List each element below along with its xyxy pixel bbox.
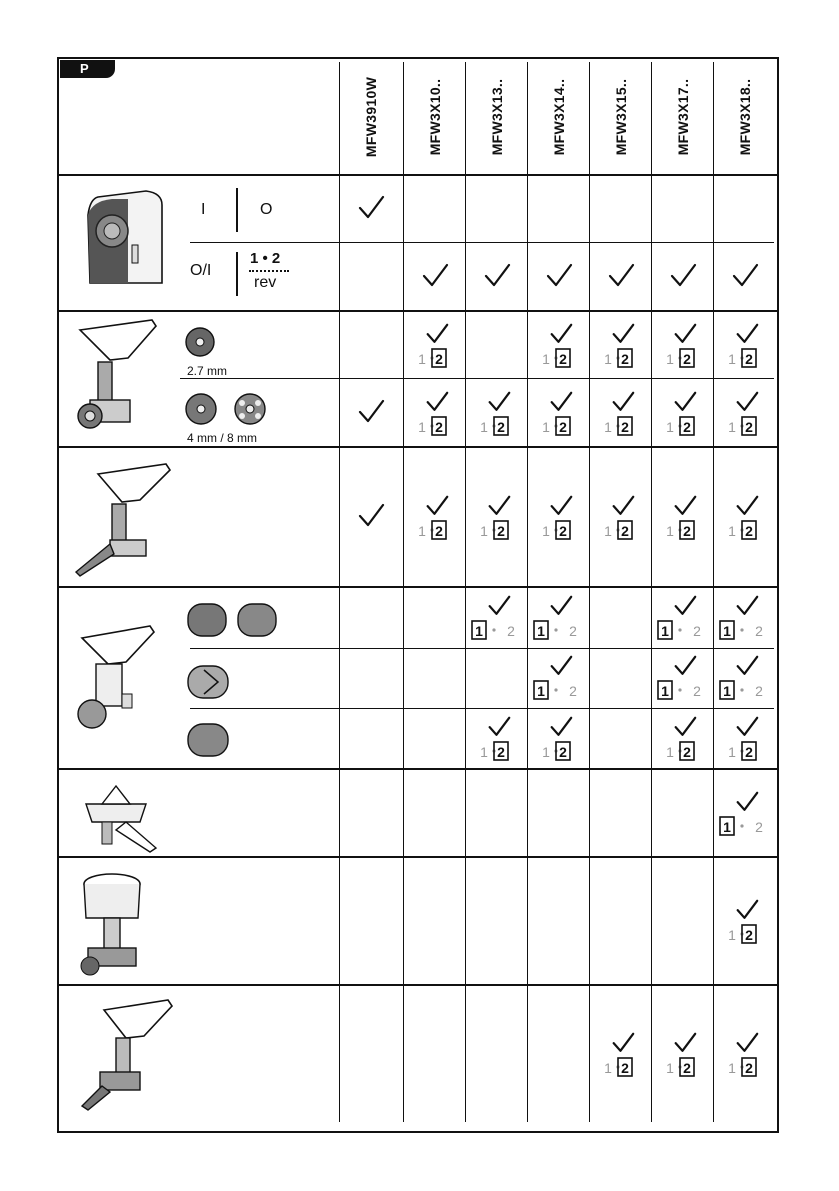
legend-plain-number: 1 [480, 419, 488, 435]
legend-plain-number: 1 [604, 1060, 612, 1076]
check-mark [548, 265, 571, 285]
legend-plain-number: 1 [728, 1060, 736, 1076]
compatibility-cell [528, 588, 590, 646]
model-header [340, 62, 402, 172]
disc-coarse-caption: 4 mm / 8 mm [187, 431, 258, 445]
check-mark [360, 505, 383, 525]
legend-dot [740, 628, 743, 631]
check-mark [614, 393, 634, 410]
cell-mark [340, 380, 402, 446]
compatibility-cell [652, 312, 714, 378]
legend-dot [740, 688, 743, 691]
check-mark [738, 325, 758, 342]
model-header-label: MFW3X13.. [489, 78, 505, 156]
legend-boxed-number: 1 [723, 623, 731, 639]
legend-boxed-number: 2 [559, 523, 567, 539]
check-mark [676, 325, 696, 342]
cell-mark [714, 986, 776, 1122]
legend-boxed-number: 2 [497, 419, 505, 435]
legend-plain-number: 1 [666, 1060, 674, 1076]
legend-plain-number: 2 [569, 623, 577, 639]
row-divider [190, 242, 774, 243]
compatibility-cell [714, 708, 776, 768]
cell-mark [404, 244, 466, 310]
check-mark [552, 718, 572, 735]
legend-plain-number: 1 [542, 523, 550, 539]
check-mark [486, 265, 509, 285]
cell-mark [714, 648, 776, 706]
compatibility-cell [590, 244, 652, 310]
berry-press-illustration [80, 870, 150, 980]
legend-plain-number: 2 [507, 623, 515, 639]
compatibility-cell [528, 708, 590, 768]
legend-boxed-number: 2 [745, 1060, 753, 1076]
check-mark [676, 718, 696, 735]
check-mark [552, 393, 572, 410]
compatibility-cell [714, 986, 776, 1122]
switch-onoff-symbol: O/I [190, 262, 212, 279]
compatibility-cell [528, 312, 590, 378]
model-header-label: MFW3X14.. [551, 78, 567, 156]
compatibility-cell [466, 244, 528, 310]
check-mark [738, 497, 758, 514]
cell-mark [652, 708, 714, 768]
legend-boxed-number: 2 [683, 419, 691, 435]
compatibility-cell [528, 380, 590, 446]
check-mark [738, 597, 758, 614]
check-mark [614, 325, 634, 342]
legend-plain-number: 1 [728, 744, 736, 760]
legend-plain-number: 2 [755, 819, 763, 835]
check-mark [424, 265, 447, 285]
legend-plain-number: 1 [604, 351, 612, 367]
legend-boxed-number: 1 [661, 623, 669, 639]
compatibility-cell [714, 588, 776, 646]
legend-plain-number: 1 [604, 419, 612, 435]
legend-boxed-number: 2 [621, 351, 629, 367]
cell-mark [714, 770, 776, 856]
compatibility-cell [466, 448, 528, 586]
compatibility-cell [714, 770, 776, 856]
model-header-label: MFW3X10.. [427, 78, 443, 156]
check-mark [360, 197, 383, 217]
check-mark [676, 657, 696, 674]
legend-plain-number: 1 [542, 351, 550, 367]
compatibility-cell [714, 448, 776, 586]
disc-fine-icon [184, 324, 216, 360]
legend-boxed-number: 2 [683, 523, 691, 539]
model-header [528, 62, 590, 172]
cell-mark [340, 448, 402, 586]
appliance-illustration [82, 185, 174, 291]
compatibility-cell [340, 176, 402, 242]
cell-mark [714, 588, 776, 646]
check-mark [428, 325, 448, 342]
check-mark [552, 497, 572, 514]
citrus-press-illustration [80, 782, 160, 854]
compatibility-cell [714, 380, 776, 446]
compatibility-cell [404, 312, 466, 378]
model-header-label: MFW3X18.. [737, 78, 753, 156]
model-header [466, 62, 528, 172]
cell-mark [714, 312, 776, 378]
compatibility-cell [404, 244, 466, 310]
cell-mark [404, 312, 466, 378]
cell-mark [714, 380, 776, 446]
check-mark [738, 1034, 758, 1051]
legend-boxed-number: 2 [435, 351, 443, 367]
check-mark [614, 497, 634, 514]
cell-mark [590, 380, 652, 446]
compatibility-cell [528, 448, 590, 586]
legend-plain-number: 1 [728, 523, 736, 539]
legend-plain-number: 1 [666, 419, 674, 435]
legend-plain-number: 2 [755, 623, 763, 639]
legend-dot [740, 824, 743, 827]
legend-boxed-number: 2 [621, 419, 629, 435]
cell-mark [652, 380, 714, 446]
model-header-label: MFW3910W [363, 76, 379, 158]
legend-plain-number: 1 [542, 419, 550, 435]
check-mark [738, 393, 758, 410]
cell-mark [528, 708, 590, 768]
cell-mark [404, 380, 466, 446]
legend-boxed-number: 1 [661, 683, 669, 699]
cell-mark [528, 312, 590, 378]
compatibility-cell [340, 380, 402, 446]
cell-mark [652, 448, 714, 586]
legend-dot [492, 628, 495, 631]
cell-mark [714, 244, 776, 310]
disc-coarse-icons [184, 391, 270, 427]
check-mark [672, 265, 695, 285]
cell-mark [714, 858, 776, 984]
legend-plain-number: 1 [542, 744, 550, 760]
cell-mark [590, 448, 652, 586]
compatibility-cell [528, 244, 590, 310]
legend-plain-number: 2 [569, 683, 577, 699]
model-header [590, 62, 652, 172]
cell-mark [466, 380, 528, 446]
check-mark [428, 393, 448, 410]
check-mark [738, 718, 758, 735]
legend-boxed-number: 2 [435, 419, 443, 435]
reverse-label: rev [254, 274, 277, 291]
switch-on-symbol: I [201, 201, 206, 218]
check-mark [490, 497, 510, 514]
cell-mark [590, 986, 652, 1122]
check-mark [614, 1034, 634, 1051]
compatibility-cell [590, 312, 652, 378]
cell-mark [466, 448, 528, 586]
legend-plain-number: 1 [418, 419, 426, 435]
cell-mark [528, 448, 590, 586]
compatibility-cell [652, 448, 714, 586]
cell-mark [652, 588, 714, 646]
legend-boxed-number: 2 [621, 1060, 629, 1076]
cell-mark [466, 588, 528, 646]
legend-plain-number: 1 [418, 523, 426, 539]
compatibility-cell [652, 648, 714, 706]
check-mark [552, 325, 572, 342]
compatibility-cell [652, 244, 714, 310]
legend-boxed-number: 2 [683, 744, 691, 760]
check-mark [552, 597, 572, 614]
cell-mark [590, 312, 652, 378]
shredding-drums-icons [184, 600, 280, 640]
legend-boxed-number: 2 [497, 744, 505, 760]
legend-boxed-number: 2 [435, 523, 443, 539]
compatibility-cell [714, 244, 776, 310]
legend-plain-number: 2 [755, 683, 763, 699]
check-mark [676, 497, 696, 514]
check-mark [738, 901, 758, 918]
compatibility-cell [466, 708, 528, 768]
cell-mark [590, 244, 652, 310]
legend-plain-number: 1 [728, 351, 736, 367]
model-header [714, 62, 776, 172]
legend-boxed-number: 2 [559, 744, 567, 760]
legend-plain-number: 1 [666, 351, 674, 367]
check-mark [552, 657, 572, 674]
drum-shredder-illustration [74, 606, 164, 736]
cell-mark [714, 448, 776, 586]
legend-boxed-number: 2 [559, 419, 567, 435]
check-mark [610, 265, 633, 285]
cell-mark [466, 244, 528, 310]
compatibility-cell [652, 986, 714, 1122]
compatibility-cell [590, 448, 652, 586]
cell-mark [652, 312, 714, 378]
legend-plain-number: 2 [693, 683, 701, 699]
check-mark [676, 597, 696, 614]
compatibility-cell [404, 380, 466, 446]
legend-boxed-number: 2 [745, 927, 753, 943]
cell-mark [340, 176, 402, 242]
cell-mark [404, 448, 466, 586]
legend-plain-number: 1 [480, 523, 488, 539]
cell-mark [528, 244, 590, 310]
legend-boxed-number: 1 [475, 623, 483, 639]
legend-boxed-number: 1 [537, 683, 545, 699]
legend-boxed-number: 2 [745, 351, 753, 367]
slicing-drum-icon [184, 662, 234, 702]
check-mark [734, 265, 757, 285]
speed-dotted-line [249, 270, 289, 272]
legend-boxed-number: 2 [621, 523, 629, 539]
switch-divider [236, 188, 238, 232]
mincer-illustration [76, 316, 160, 436]
compatibility-cell [652, 588, 714, 646]
model-header [404, 62, 466, 172]
cell-mark [528, 588, 590, 646]
legend-plain-number: 1 [728, 419, 736, 435]
model-header-label: MFW3X17.. [675, 78, 691, 156]
check-mark [676, 393, 696, 410]
cell-mark [528, 648, 590, 706]
speed-label: 1 • 2 [250, 250, 281, 267]
compatibility-cell [340, 448, 402, 586]
legend-plain-number: 1 [604, 523, 612, 539]
check-mark [738, 657, 758, 674]
legend-boxed-number: 2 [559, 351, 567, 367]
legend-dot [554, 688, 557, 691]
legend-plain-number: 1 [666, 523, 674, 539]
compatibility-cell [466, 588, 528, 646]
check-mark [490, 393, 510, 410]
compatibility-cell [714, 648, 776, 706]
compatibility-cell [652, 708, 714, 768]
cell-mark [714, 708, 776, 768]
group-divider [59, 768, 777, 770]
compatibility-cell [714, 312, 776, 378]
compatibility-cell [590, 380, 652, 446]
compatibility-cell [466, 380, 528, 446]
legend-boxed-number: 2 [745, 523, 753, 539]
legend-dot [554, 628, 557, 631]
legend-dot [678, 628, 681, 631]
legend-dot [678, 688, 681, 691]
legend-boxed-number: 2 [745, 419, 753, 435]
legend-plain-number: 1 [666, 744, 674, 760]
check-mark [676, 1034, 696, 1051]
cell-mark [652, 648, 714, 706]
check-mark [738, 793, 758, 810]
disc-fine-caption: 2.7 mm [187, 364, 228, 378]
switch-divider [236, 252, 238, 296]
legend-plain-number: 2 [693, 623, 701, 639]
cell-mark [528, 380, 590, 446]
compatibility-cell [714, 858, 776, 984]
model-header [652, 62, 714, 172]
check-mark [428, 497, 448, 514]
compatibility-cell [404, 448, 466, 586]
legend-boxed-number: 1 [723, 683, 731, 699]
check-mark [490, 718, 510, 735]
legend-boxed-number: 2 [745, 744, 753, 760]
legend-boxed-number: 2 [683, 351, 691, 367]
legend-plain-number: 1 [480, 744, 488, 760]
group-divider [59, 174, 777, 176]
check-mark [360, 401, 383, 421]
compatibility-cell [528, 648, 590, 706]
compatibility-cell [652, 380, 714, 446]
sausage-filler-illustration [70, 458, 174, 580]
row-divider [180, 378, 774, 379]
kebbe-attachment-illustration [74, 996, 174, 1114]
legend-plain-number: 1 [728, 927, 736, 943]
cell-mark [652, 986, 714, 1122]
legend-boxed-number: 2 [497, 523, 505, 539]
compatibility-cell [590, 986, 652, 1122]
legend-boxed-number: 1 [537, 623, 545, 639]
legend-boxed-number: 2 [683, 1060, 691, 1076]
check-mark [490, 597, 510, 614]
legend-plain-number: 1 [418, 351, 426, 367]
cell-mark [652, 244, 714, 310]
column-divider [403, 62, 404, 1122]
cell-mark [466, 708, 528, 768]
page-badge: P [60, 60, 115, 78]
group-divider [59, 856, 777, 858]
switch-off-symbol: O [260, 201, 273, 218]
grating-drum-icon [184, 720, 234, 760]
model-header-label: MFW3X15.. [613, 78, 629, 156]
legend-boxed-number: 1 [723, 819, 731, 835]
